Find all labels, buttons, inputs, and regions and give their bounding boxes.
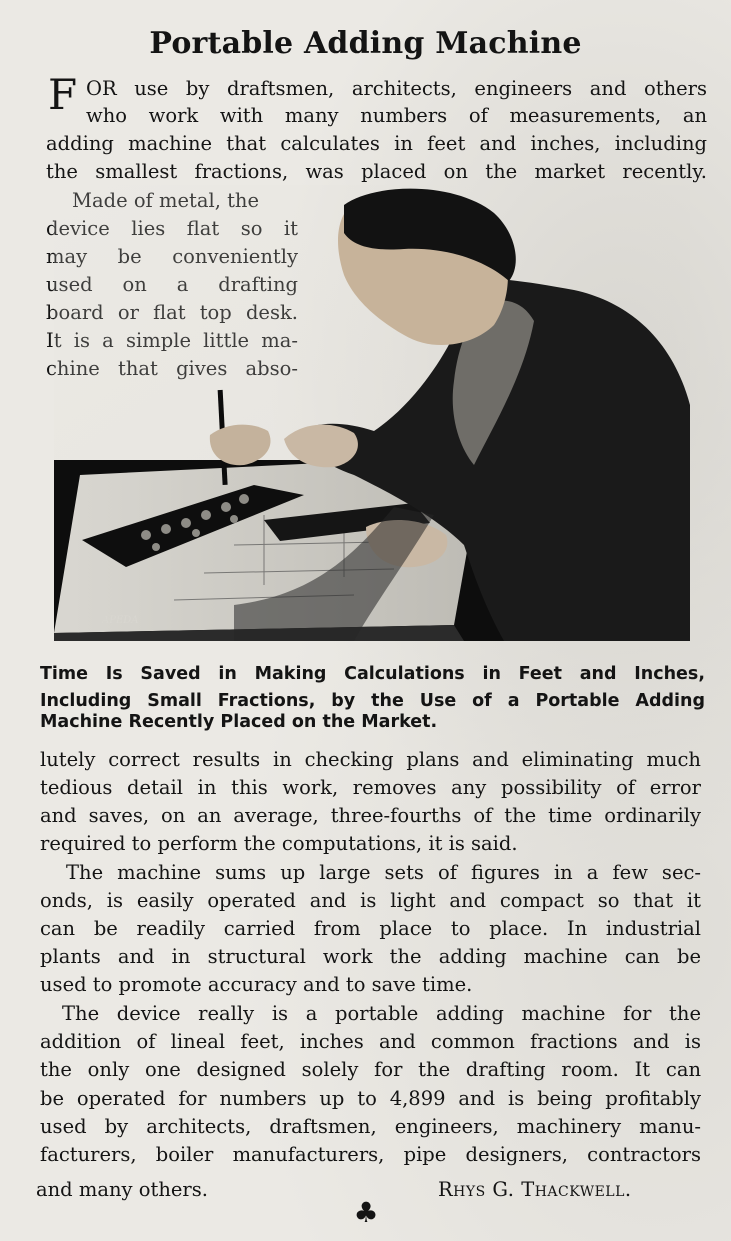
body-line-16: and many others. (36, 1178, 208, 1201)
body-line-15: facturers, boiler manufacturers, pipe designers, contractors (40, 1143, 701, 1166)
intro-line-1: OR use by draftsmen, architects, engineers and others (86, 77, 707, 100)
man-using-adding-machine-photo (54, 185, 690, 641)
photo-imprint: APEDA (102, 615, 139, 626)
body-line-5: The machine sums up large sets of figures in a few sec- (66, 861, 701, 884)
body-line-9: used to promote accuracy and to save time. (40, 973, 473, 996)
body-line-3: and saves, on an average, three-fourths of the time ordinarily (40, 804, 701, 827)
author-signature: Rhys G. Thackwell. (438, 1178, 632, 1201)
intro-line-3: adding machine that calculates in feet and inches, including (46, 132, 707, 155)
intro-line-2: who work with many numbers of measurements, an (86, 104, 707, 127)
article-title: Portable Adding Machine (149, 26, 582, 61)
end-ornament-icon: ♣ (353, 1196, 379, 1229)
column-line-3: may be conveniently (46, 245, 298, 268)
caption-line-1: Time Is Saved in Making Calculations in Feet and Inches, (40, 664, 705, 684)
body-line-14: used by architects, draftsmen, engineers, machinery manu- (40, 1115, 701, 1138)
body-line-4: required to perform the computations, it is said. (40, 832, 518, 855)
body-line-12: the only one designed solely for the drafting room. It can (40, 1058, 701, 1081)
body-line-2: tedious detail in this work, removes any possibility of error (40, 776, 701, 799)
body-line-1: lutely correct results in checking plans and eliminating much (40, 748, 701, 771)
body-line-13: be operated for numbers up to 4,899 and is being profitably (40, 1087, 701, 1110)
caption-line-2: Including Small Fractions, by the Use of a Portable Adding (40, 691, 705, 711)
column-line-2: device lies flat so it (46, 217, 298, 240)
column-line-5: board or flat top desk. (46, 301, 298, 324)
column-line-7: chine that gives abso- (46, 357, 298, 380)
column-line-6: It is a simple little ma- (46, 329, 298, 352)
body-line-10: The device really is a portable adding machine for the (62, 1002, 701, 1025)
body-line-7: can be readily carried from place to place. In industrial (40, 917, 701, 940)
caption-line-3: Machine Recently Placed on the Market. (40, 712, 438, 732)
intro-line-4: the smallest fractions, was placed on the market recently. (46, 160, 707, 183)
drop-cap: F (48, 70, 78, 119)
column-line-4: used on a drafting (46, 273, 298, 296)
body-line-6: onds, is easily operated and is light and compact so that it (40, 889, 701, 912)
column-line-1: Made of metal, the (72, 189, 260, 212)
body-line-11: addition of lineal feet, inches and common fractions and is (40, 1030, 701, 1053)
body-line-8: plants and in structural work the adding machine can be (40, 945, 701, 968)
